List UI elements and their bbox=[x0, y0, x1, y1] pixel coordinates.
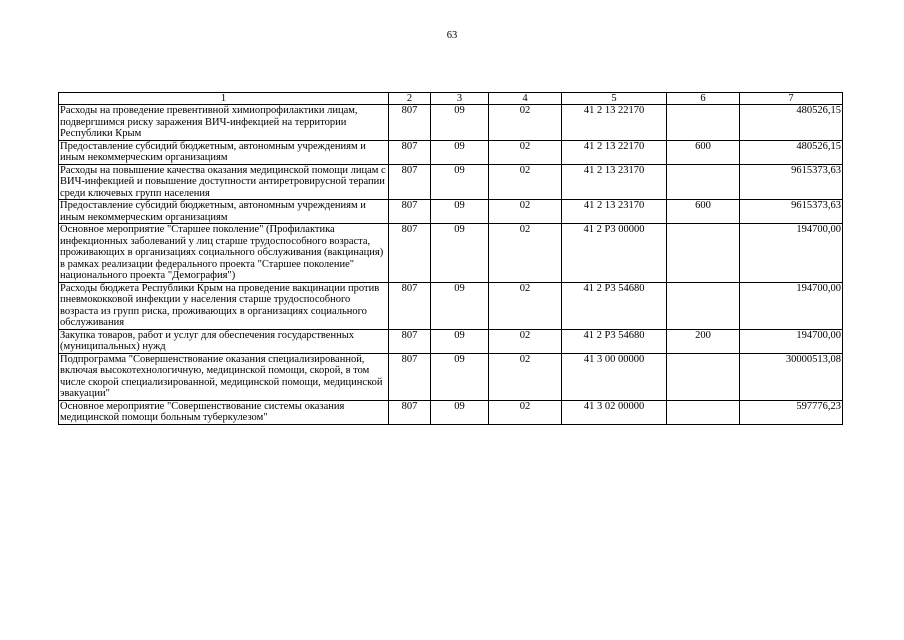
cell-target-code: 41 3 00 00000 bbox=[562, 353, 667, 400]
cell-expense-type: 600 bbox=[667, 200, 740, 224]
cell-subsection: 02 bbox=[489, 200, 562, 224]
cell-expense-type: 600 bbox=[667, 140, 740, 164]
budget-table bbox=[58, 92, 843, 425]
cell-subsection: 02 bbox=[489, 105, 562, 141]
cell-target-code: 41 2 P3 54680 bbox=[562, 282, 667, 329]
cell-subsection: 02 bbox=[489, 224, 562, 283]
cell-target-code: 41 2 13 23170 bbox=[562, 164, 667, 200]
cell-expense-type bbox=[667, 282, 740, 329]
cell-ministry: 807 bbox=[389, 224, 431, 283]
cell-ministry: 807 bbox=[389, 400, 431, 424]
header-row bbox=[59, 93, 843, 105]
cell-section: 09 bbox=[431, 224, 489, 283]
table-row bbox=[59, 140, 843, 164]
header-cell: 5 bbox=[562, 93, 667, 105]
cell-target-code: 41 2 13 22170 bbox=[562, 140, 667, 164]
cell-amount: 480526,15 bbox=[740, 140, 843, 164]
cell-subsection: 02 bbox=[489, 400, 562, 424]
row-name: Закупка товаров, работ и услуг для обеспечения государственных (муниципальных) нужд bbox=[59, 329, 389, 353]
cell-section: 09 bbox=[431, 329, 489, 353]
cell-section: 09 bbox=[431, 282, 489, 329]
cell-ministry: 807 bbox=[389, 282, 431, 329]
cell-section: 09 bbox=[431, 200, 489, 224]
cell-subsection: 02 bbox=[489, 353, 562, 400]
header-cell: 2 bbox=[389, 93, 431, 105]
row-name: Подпрограмма "Совершенствование оказания специализированной, включая высокотехнологичную, медицинской помощи, скорой, в том числе скорой специализированной, медицинской помощи, медицинской эвакуации" bbox=[59, 353, 389, 400]
table-row bbox=[59, 200, 843, 224]
header-cell: 4 bbox=[489, 93, 562, 105]
row-name: Основное мероприятие "Старшее поколение" (Профилактика инфекционных заболеваний у лиц старше трудоспособного возраста, проживающих в организациях социального обслуживания (вакцинация) в рамках реализации федерального проекта "Старшее поколение" национального проекта "Демография") bbox=[59, 224, 389, 283]
cell-section: 09 bbox=[431, 164, 489, 200]
header-cell: 7 bbox=[740, 93, 843, 105]
cell-ministry: 807 bbox=[389, 200, 431, 224]
cell-amount: 194700,00 bbox=[740, 282, 843, 329]
cell-subsection: 02 bbox=[489, 140, 562, 164]
cell-section: 09 bbox=[431, 140, 489, 164]
cell-expense-type bbox=[667, 400, 740, 424]
cell-ministry: 807 bbox=[389, 105, 431, 141]
header-cell: 6 bbox=[667, 93, 740, 105]
cell-expense-type bbox=[667, 224, 740, 283]
row-name: Предоставление субсидий бюджетным, автономным учреждениям и иным некоммерческим организациям bbox=[59, 200, 389, 224]
cell-amount: 194700,00 bbox=[740, 224, 843, 283]
row-name: Предоставление субсидий бюджетным, автономным учреждениям и иным некоммерческим организациям bbox=[59, 140, 389, 164]
table-row bbox=[59, 353, 843, 400]
cell-amount: 597776,23 bbox=[740, 400, 843, 424]
header-cell: 1 bbox=[59, 93, 389, 105]
cell-target-code: 41 3 02 00000 bbox=[562, 400, 667, 424]
cell-amount: 480526,15 bbox=[740, 105, 843, 141]
table-row bbox=[59, 164, 843, 200]
cell-ministry: 807 bbox=[389, 353, 431, 400]
row-name: Расходы на повышение качества оказания медицинской помощи лицам с ВИЧ-инфекцией и повышение доступности антиретровирусной терапии среди ключевых групп населения bbox=[59, 164, 389, 200]
cell-ministry: 807 bbox=[389, 329, 431, 353]
cell-section: 09 bbox=[431, 353, 489, 400]
cell-amount: 194700,00 bbox=[740, 329, 843, 353]
cell-subsection: 02 bbox=[489, 329, 562, 353]
cell-expense-type bbox=[667, 164, 740, 200]
cell-amount: 9615373,63 bbox=[740, 164, 843, 200]
table-row bbox=[59, 224, 843, 283]
cell-ministry: 807 bbox=[389, 164, 431, 200]
cell-target-code: 41 2 P3 54680 bbox=[562, 329, 667, 353]
cell-ministry: 807 bbox=[389, 140, 431, 164]
cell-target-code: 41 2 13 23170 bbox=[562, 200, 667, 224]
table-row bbox=[59, 105, 843, 141]
cell-subsection: 02 bbox=[489, 282, 562, 329]
cell-subsection: 02 bbox=[489, 164, 562, 200]
table-row bbox=[59, 282, 843, 329]
page-number: 63 bbox=[446, 30, 458, 41]
row-name: Расходы на проведение превентивной химиопрофилактики лицам, подвергшимся риску заражения ВИЧ-инфекцией на территории Республики Крым bbox=[59, 105, 389, 141]
cell-amount: 9615373,63 bbox=[740, 200, 843, 224]
cell-amount: 30000513,08 bbox=[740, 353, 843, 400]
table-row bbox=[59, 329, 843, 353]
cell-section: 09 bbox=[431, 105, 489, 141]
cell-section: 09 bbox=[431, 400, 489, 424]
cell-expense-type: 200 bbox=[667, 329, 740, 353]
cell-target-code: 41 2 13 22170 bbox=[562, 105, 667, 141]
cell-expense-type bbox=[667, 105, 740, 141]
row-name: Расходы бюджета Республики Крым на проведение вакцинации против пневмококковой инфекции у населения старше трудоспособного возраста из групп риска, проживающих в организациях социального обслуживания bbox=[59, 282, 389, 329]
table-row bbox=[59, 400, 843, 424]
cell-target-code: 41 2 P3 00000 bbox=[562, 224, 667, 283]
row-name: Основное мероприятие "Совершенствование системы оказания медицинской помощи больным туберкулезом" bbox=[59, 400, 389, 424]
cell-expense-type bbox=[667, 353, 740, 400]
header-cell: 3 bbox=[431, 93, 489, 105]
